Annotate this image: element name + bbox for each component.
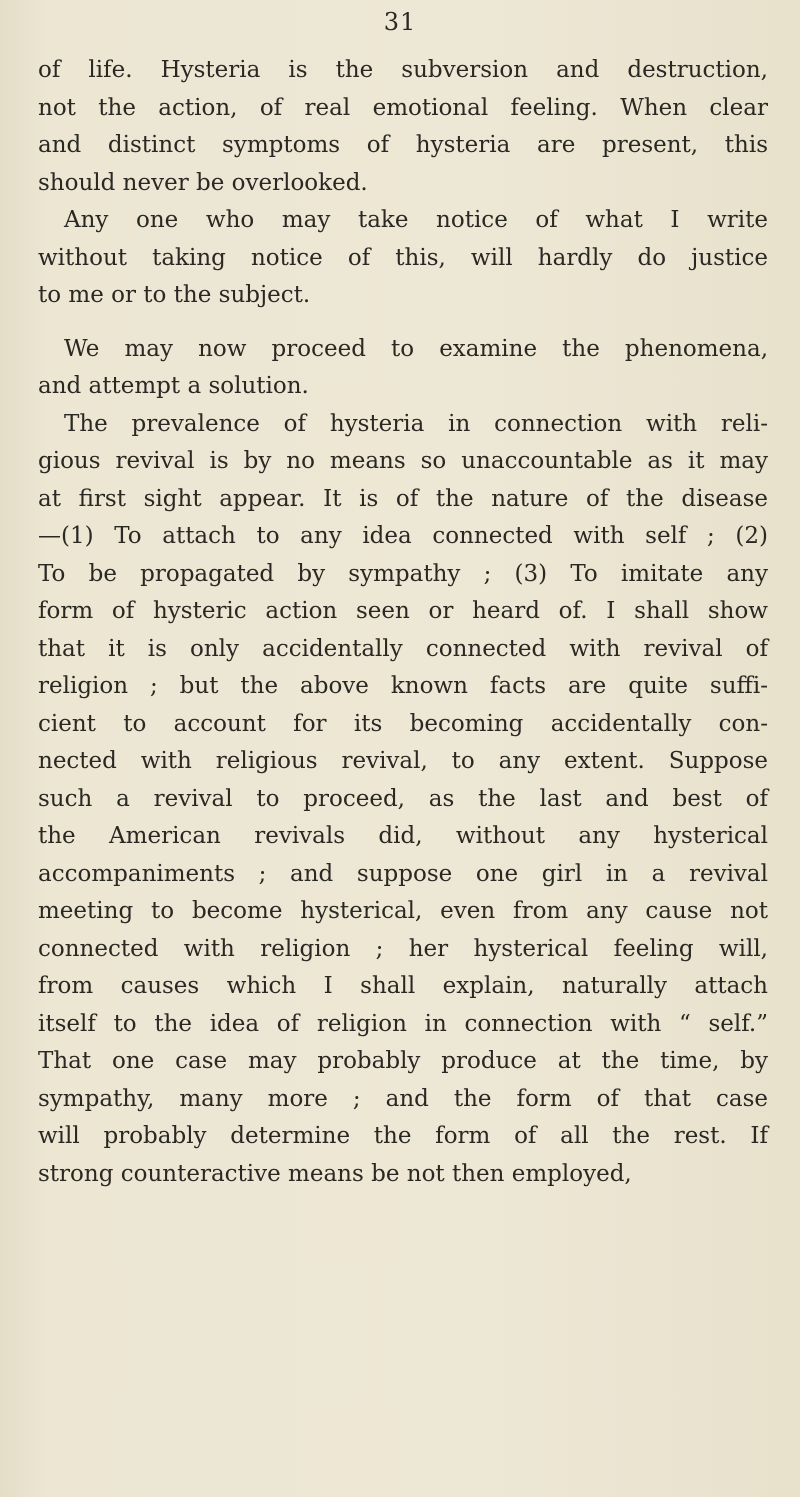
text-line: The prevalence of hysteria in connection with reli- xyxy=(64,410,768,437)
text-line: the American revivals did, without any hysterical xyxy=(38,823,768,849)
text-line: sympathy, many more ; and the form of that case xyxy=(38,1085,768,1112)
text-line: and distinct symptoms of hysteria are present, this xyxy=(38,132,768,158)
text-line: itself to the idea of religion in connection with “ self.” xyxy=(38,1010,768,1037)
text-line: connected with religion ; her hysterical feeling will, xyxy=(38,935,768,962)
text-line: gious revival is by no means so unaccountable as it may xyxy=(38,448,768,474)
text-line: will probably determine the form of all the rest. If xyxy=(38,1123,768,1149)
text-line: without taking notice of this, will hardly do justice xyxy=(38,244,768,271)
text-line: should never be overlooked. xyxy=(38,169,368,196)
text-line: —(1) To attach to any idea connected with self ; (2) xyxy=(38,523,768,549)
text-line: Any one who may take notice of what I write xyxy=(64,207,768,233)
text-line: such a revival to proceed, as the last and best of xyxy=(38,785,768,812)
text-line: accompaniments ; and suppose one girl in a revival xyxy=(38,860,768,887)
body-text xyxy=(38,52,768,1193)
text-line: meeting to become hysterical, even from any cause not xyxy=(38,898,768,924)
text-line: nected with religious revival, to any extent. Suppose xyxy=(38,748,768,774)
paragraph-gap xyxy=(38,315,768,331)
page-number: 31 xyxy=(383,8,417,36)
text-line: We may now proceed to examine the phenomena, xyxy=(64,335,768,362)
text-line: to me or to the subject. xyxy=(38,282,311,308)
text-line: that it is only accidentally connected with revival of xyxy=(38,635,768,662)
text-line: form of hysteric action seen or heard of. I shall show xyxy=(38,598,768,624)
text-line: and attempt a solution. xyxy=(38,373,309,399)
text-line: That one case may probably produce at the time, by xyxy=(38,1048,768,1074)
text-line: at first sight appear. It is of the nature of the disease xyxy=(38,485,768,512)
text-line: religion ; but the above known facts are quite suffi- xyxy=(38,673,768,699)
text-line: To be propagated by sympathy ; (3) To imitate any xyxy=(38,560,768,587)
text-line: cient to account for its becoming accidentally con- xyxy=(38,710,768,737)
text-line: of life. Hysteria is the subversion and destruction, xyxy=(38,57,768,83)
text-line: strong counteractive means be not then employed, xyxy=(38,1160,632,1187)
text-line: not the action, of real emotional feeling. When clear xyxy=(38,94,768,121)
text-line: from causes which I shall explain, naturally attach xyxy=(38,973,768,999)
